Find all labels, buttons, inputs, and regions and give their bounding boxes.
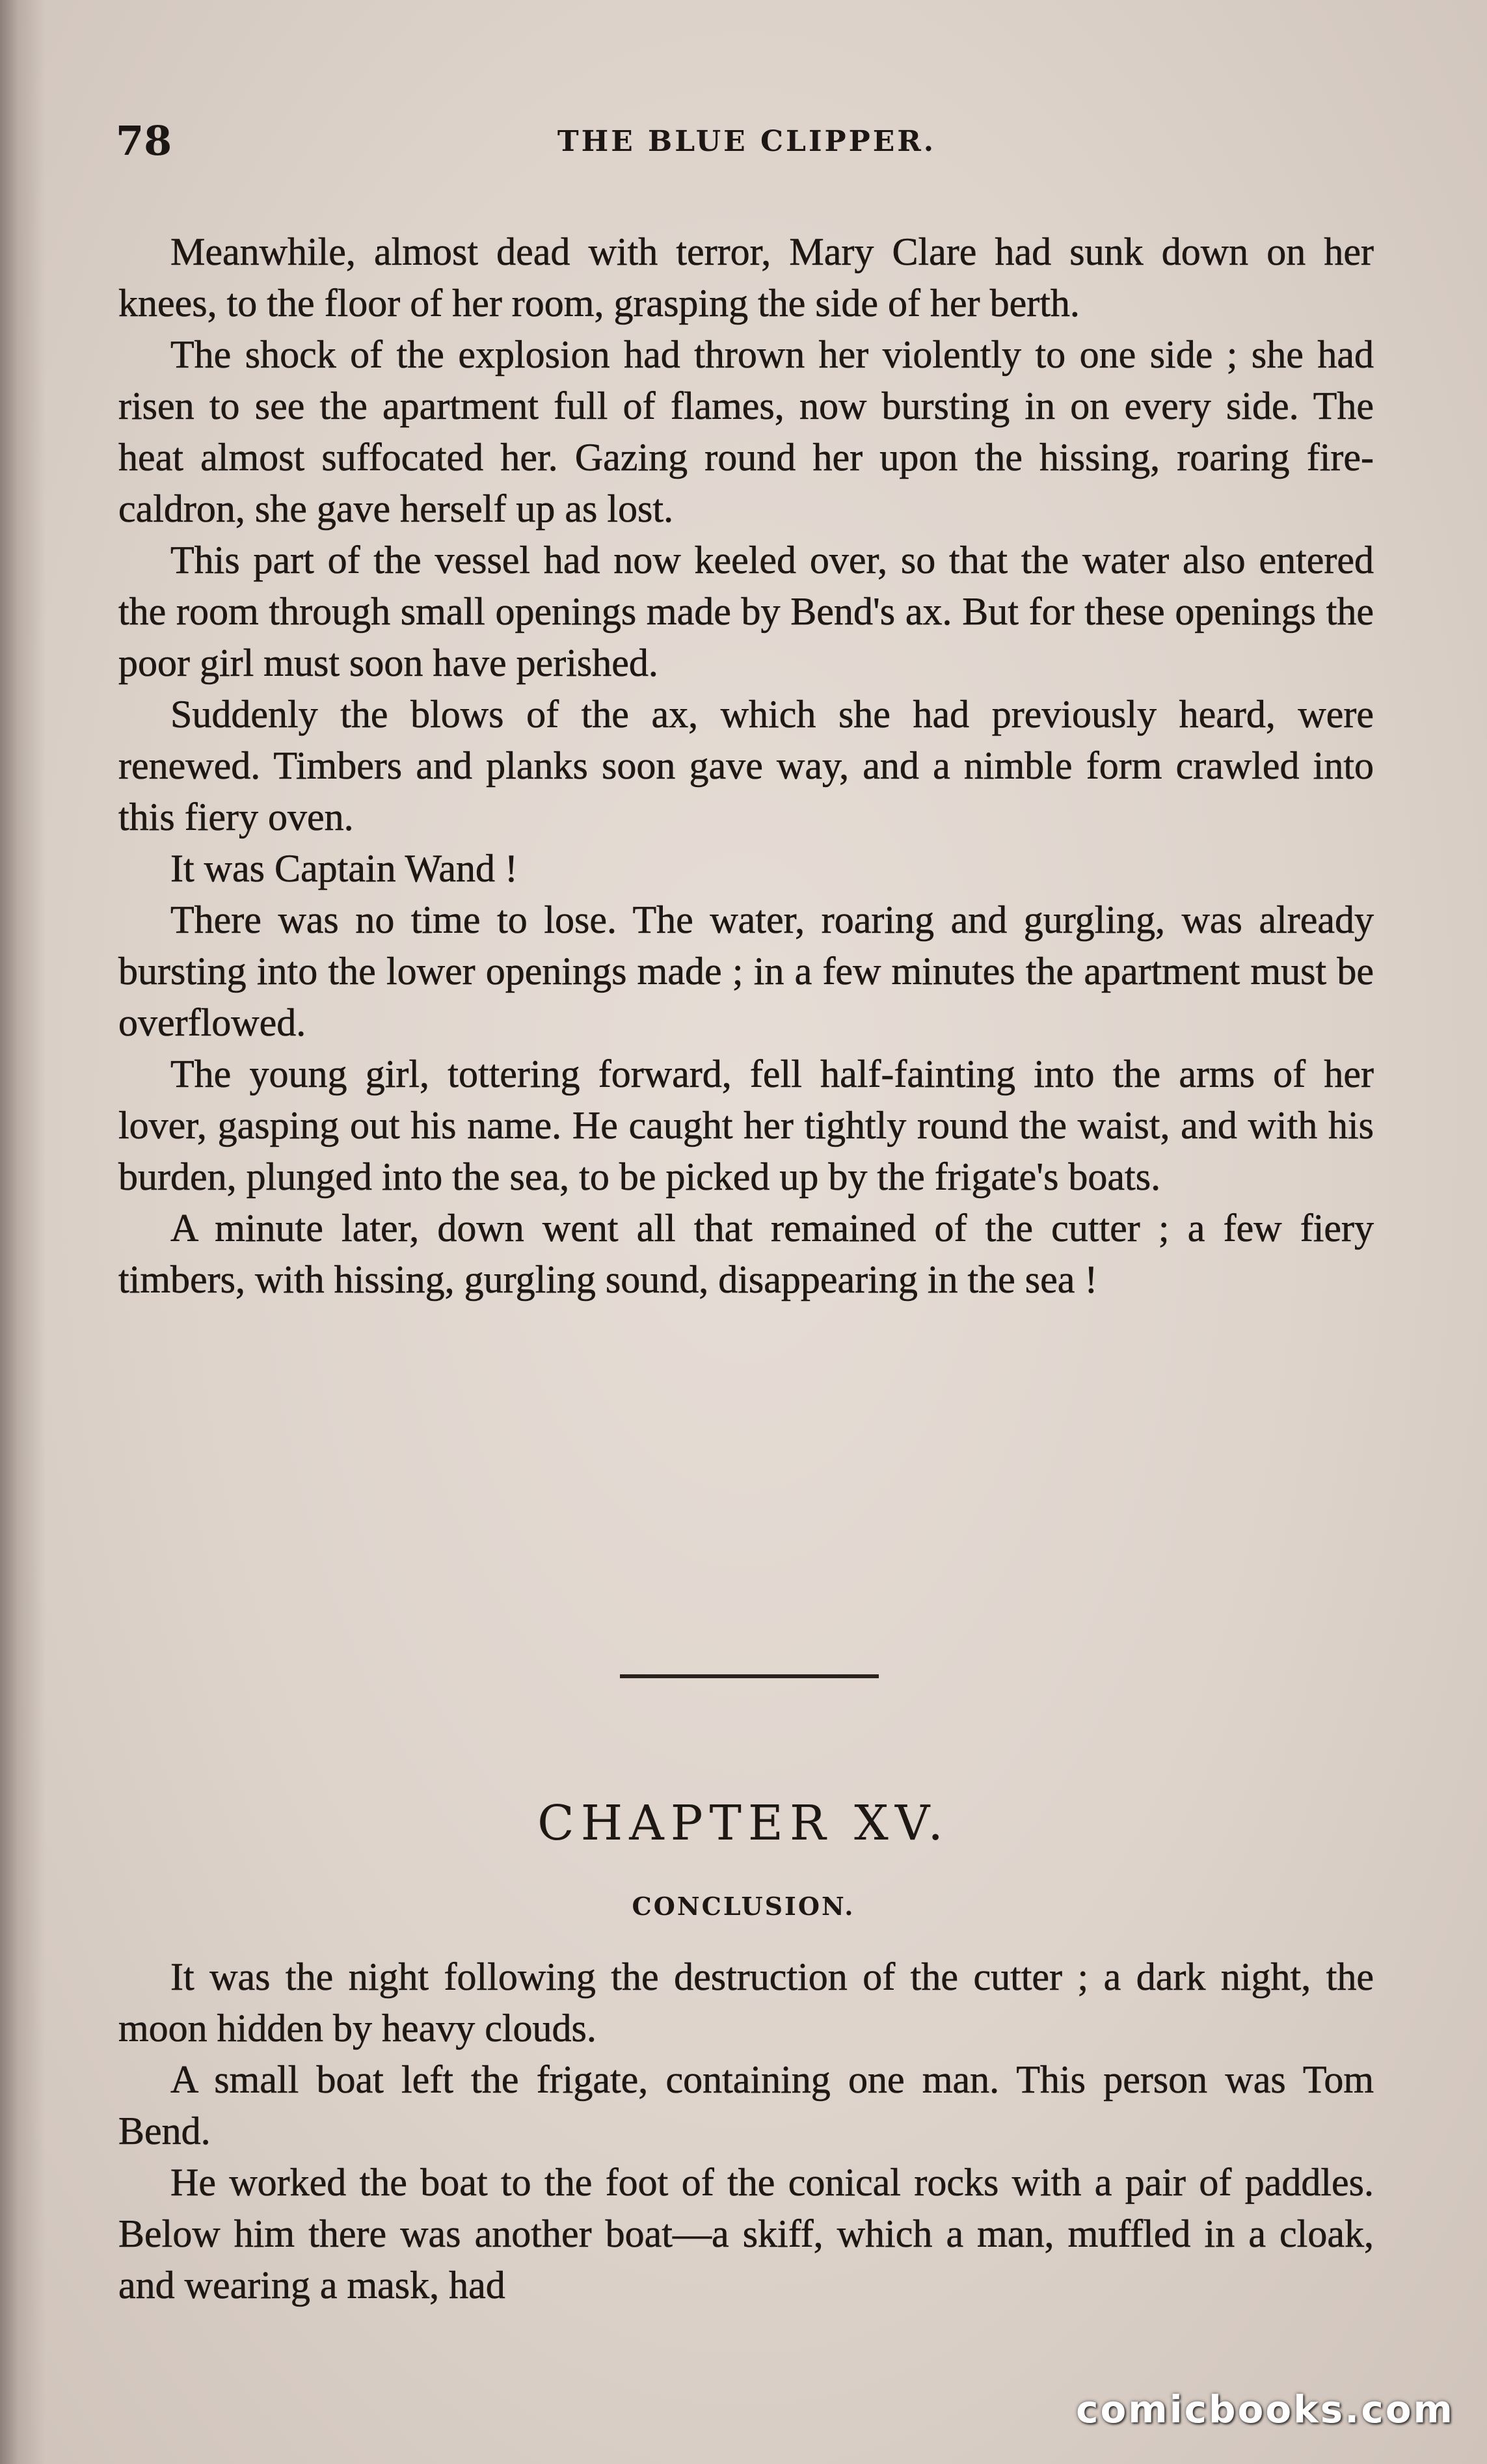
paragraph: A small boat left the frigate, containing one man. This person was Tom Bend. xyxy=(118,2058,1374,2152)
paragraph: Meanwhile, almost dead with terror, Mary Clare had sunk down on her knees, to the floor of her room, grasping the side of her berth. xyxy=(118,230,1374,325)
chapter-title: CHAPTER XV. xyxy=(537,1795,950,1851)
main-text xyxy=(118,226,1374,1306)
section-divider xyxy=(620,1674,879,1678)
page-header xyxy=(116,117,1378,169)
paragraph: It was Captain Wand ! xyxy=(170,847,518,890)
chapter-subtitle: CONCLUSION. xyxy=(632,1892,855,1921)
running-title: THE BLUE CLIPPER. xyxy=(557,125,937,158)
paragraph: Suddenly the blows of the ax, which she had previously heard, were renewed. Timbers and planks soon gave way, and a nimble form crawled into this fiery oven. xyxy=(118,693,1374,838)
watermark: comicbooks.com xyxy=(1076,2387,1454,2431)
page-number: 78 xyxy=(116,117,172,165)
paragraph: The young girl, tottering forward, fell half-fainting into the arms of her lover, gasping out his name. He caught her tightly round the waist, and with his burden, plunged into the sea, to be picked up by the frigate's boats. xyxy=(118,1052,1374,1198)
page-gutter-shadow xyxy=(0,0,46,2464)
paragraph: It was the night following the destruction of the cutter ; a dark night, the moon hidden by heavy clouds. xyxy=(118,1955,1374,2050)
paragraph: He worked the boat to the foot of the conical rocks with a pair of paddles. Below him there was another boat—a skiff, which a man, muffled in a cloak, and wearing a mask, had xyxy=(118,2161,1374,2307)
chapter-text xyxy=(118,1951,1374,2311)
paragraph: There was no time to lose. The water, roaring and gurgling, was already bursting into the lower openings made ; in a few minutes the apartment must be overflowed. xyxy=(118,898,1374,1044)
paragraph: This part of the vessel had now keeled over, so that the water also entered the room through small openings made by Bend's ax. But for these openings the poor girl must soon have perished. xyxy=(118,539,1374,684)
paragraph: The shock of the explosion had thrown her violently to one side ; she had risen to see the apartment full of flames, now bursting in on every side. The heat almost suffocated her. Gazing round her upon the hissing, roaring fire-caldron, she gave herself up as lost. xyxy=(118,333,1374,530)
paragraph: A minute later, down went all that remained of the cutter ; a few fiery timbers, with hissing, gurgling sound, disappearing in the sea ! xyxy=(118,1207,1374,1301)
